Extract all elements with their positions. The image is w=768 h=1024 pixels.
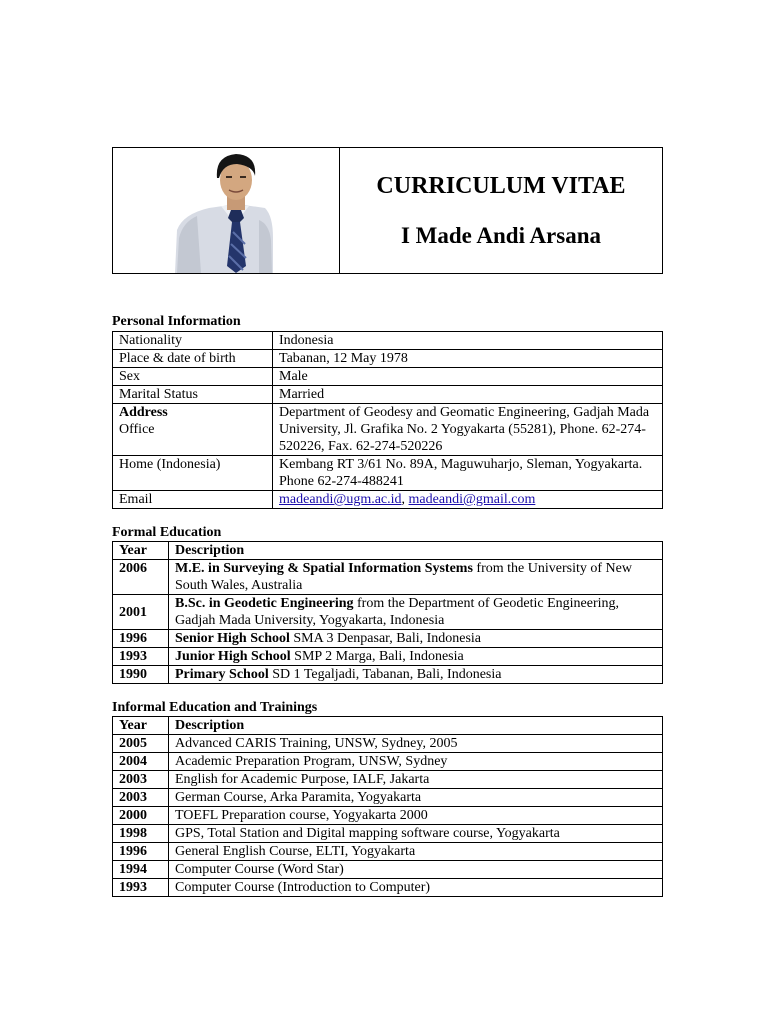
description-cell bbox=[169, 666, 663, 684]
table-row bbox=[113, 368, 663, 386]
office-label: Office bbox=[119, 422, 155, 437]
address-label-cell bbox=[113, 404, 273, 456]
year-column-header: Year bbox=[113, 717, 169, 735]
year-cell: 1990 bbox=[113, 666, 169, 684]
description-cell: Advanced CARIS Training, UNSW, Sydney, 2005 bbox=[169, 735, 663, 753]
table-row bbox=[113, 666, 663, 684]
year-cell: 1996 bbox=[113, 630, 169, 648]
school-detail: SD 1 Tegaljadi, Tabanan, Bali, Indonesia bbox=[268, 667, 502, 682]
person-name: I Made Andi Arsana bbox=[400, 222, 601, 248]
table-row bbox=[113, 879, 663, 897]
year-cell: 2005 bbox=[113, 735, 169, 753]
year-cell: 1993 bbox=[113, 648, 169, 666]
degree-detail: from the Department of Geodetic Engineering, Gadjah Mada University, Yogyakarta, Indonesia bbox=[175, 596, 620, 628]
personal-information-table bbox=[112, 331, 663, 509]
year-cell: 2000 bbox=[113, 807, 169, 825]
table-row bbox=[113, 771, 663, 789]
formal-education-table bbox=[112, 541, 663, 684]
table-row bbox=[113, 491, 663, 509]
office-address-value: Department of Geodesy and Geomatic Engineering, Gadjah Mada University, Jl. Grafika No. 2 Yogyakarta (55281), Phone. 62-274-520226, Fax. 62-274-520226 bbox=[273, 404, 663, 456]
school-detail: SMA 3 Denpasar, Bali, Indonesia bbox=[289, 631, 482, 646]
school-title: Primary School bbox=[175, 667, 269, 682]
portrait-photo bbox=[113, 148, 340, 273]
table-row bbox=[113, 735, 663, 753]
title-block bbox=[340, 148, 662, 273]
year-cell: 1998 bbox=[113, 825, 169, 843]
table-row bbox=[113, 843, 663, 861]
description-cell: Academic Preparation Program, UNSW, Sydney bbox=[169, 753, 663, 771]
year-cell: 2003 bbox=[113, 789, 169, 807]
email-value bbox=[273, 491, 663, 509]
table-row bbox=[113, 350, 663, 368]
year-cell: 1993 bbox=[113, 879, 169, 897]
table-row bbox=[113, 560, 663, 595]
description-column-header: Description bbox=[169, 717, 663, 735]
description-cell: TOEFL Preparation course, Yogyakarta 2000 bbox=[169, 807, 663, 825]
year-cell: 1994 bbox=[113, 861, 169, 879]
table-row bbox=[113, 648, 663, 666]
cv-header bbox=[112, 147, 663, 274]
field-value: Tabanan, 12 May 1978 bbox=[273, 350, 663, 368]
field-label: Marital Status bbox=[113, 386, 273, 404]
year-cell: 2006 bbox=[113, 560, 169, 595]
field-label: Sex bbox=[113, 368, 273, 386]
email-label: Email bbox=[113, 491, 273, 509]
school-title: Senior High School bbox=[175, 631, 290, 646]
year-cell: 2004 bbox=[113, 753, 169, 771]
description-cell: Computer Course (Word Star) bbox=[169, 861, 663, 879]
formal-education-heading: Formal Education bbox=[112, 525, 222, 540]
field-label: Nationality bbox=[113, 332, 273, 350]
table-row bbox=[113, 595, 663, 630]
table-row bbox=[113, 332, 663, 350]
table-header-row bbox=[113, 542, 663, 560]
description-cell bbox=[169, 560, 663, 595]
table-row bbox=[113, 630, 663, 648]
table-row bbox=[113, 861, 663, 879]
field-value: Indonesia bbox=[273, 332, 663, 350]
description-column-header: Description bbox=[169, 542, 663, 560]
email-link-gmail[interactable]: madeandi@gmail.com bbox=[408, 492, 536, 507]
description-cell: Computer Course (Introduction to Computer) bbox=[169, 879, 663, 897]
informal-education-table bbox=[112, 716, 663, 897]
home-address-value: Kembang RT 3/61 No. 89A, Maguwuharjo, Sleman, Yogyakarta. Phone 62-274-488241 bbox=[273, 456, 663, 491]
field-value: Male bbox=[273, 368, 663, 386]
description-cell: GPS, Total Station and Digital mapping software course, Yogyakarta bbox=[169, 825, 663, 843]
field-label: Place & date of birth bbox=[113, 350, 273, 368]
field-value: Married bbox=[273, 386, 663, 404]
address-label: Address bbox=[119, 405, 168, 420]
school-title: Junior High School bbox=[175, 649, 291, 664]
year-cell: 2001 bbox=[113, 595, 169, 630]
table-row bbox=[113, 386, 663, 404]
description-cell: English for Academic Purpose, IALF, Jakarta bbox=[169, 771, 663, 789]
email-separator: , bbox=[401, 492, 409, 507]
personal-information-heading: Personal Information bbox=[112, 314, 241, 329]
table-header-row bbox=[113, 717, 663, 735]
year-cell: 1996 bbox=[113, 843, 169, 861]
description-cell bbox=[169, 648, 663, 666]
school-detail: SMP 2 Marga, Bali, Indonesia bbox=[290, 649, 464, 664]
table-row bbox=[113, 404, 663, 456]
table-row bbox=[113, 807, 663, 825]
portrait-illustration bbox=[113, 148, 339, 273]
email-link-ugm[interactable]: madeandi@ugm.ac.id bbox=[279, 492, 402, 507]
degree-title: B.Sc. in Geodetic Engineering bbox=[175, 596, 354, 611]
degree-detail: from the University of New South Wales, Australia bbox=[175, 561, 632, 593]
year-cell: 2003 bbox=[113, 771, 169, 789]
description-cell: German Course, Arka Paramita, Yogyakarta bbox=[169, 789, 663, 807]
table-row bbox=[113, 825, 663, 843]
description-cell bbox=[169, 630, 663, 648]
description-cell: General English Course, ELTI, Yogyakarta bbox=[169, 843, 663, 861]
degree-title: M.E. in Surveying & Spatial Information Systems bbox=[175, 561, 473, 576]
table-row bbox=[113, 456, 663, 491]
document-title: CURRICULUM VITAE bbox=[376, 172, 626, 199]
table-row bbox=[113, 753, 663, 771]
home-label: Home (Indonesia) bbox=[113, 456, 273, 491]
year-column-header: Year bbox=[113, 542, 169, 560]
informal-education-heading: Informal Education and Trainings bbox=[112, 700, 318, 715]
description-cell bbox=[169, 595, 663, 630]
table-row bbox=[113, 789, 663, 807]
